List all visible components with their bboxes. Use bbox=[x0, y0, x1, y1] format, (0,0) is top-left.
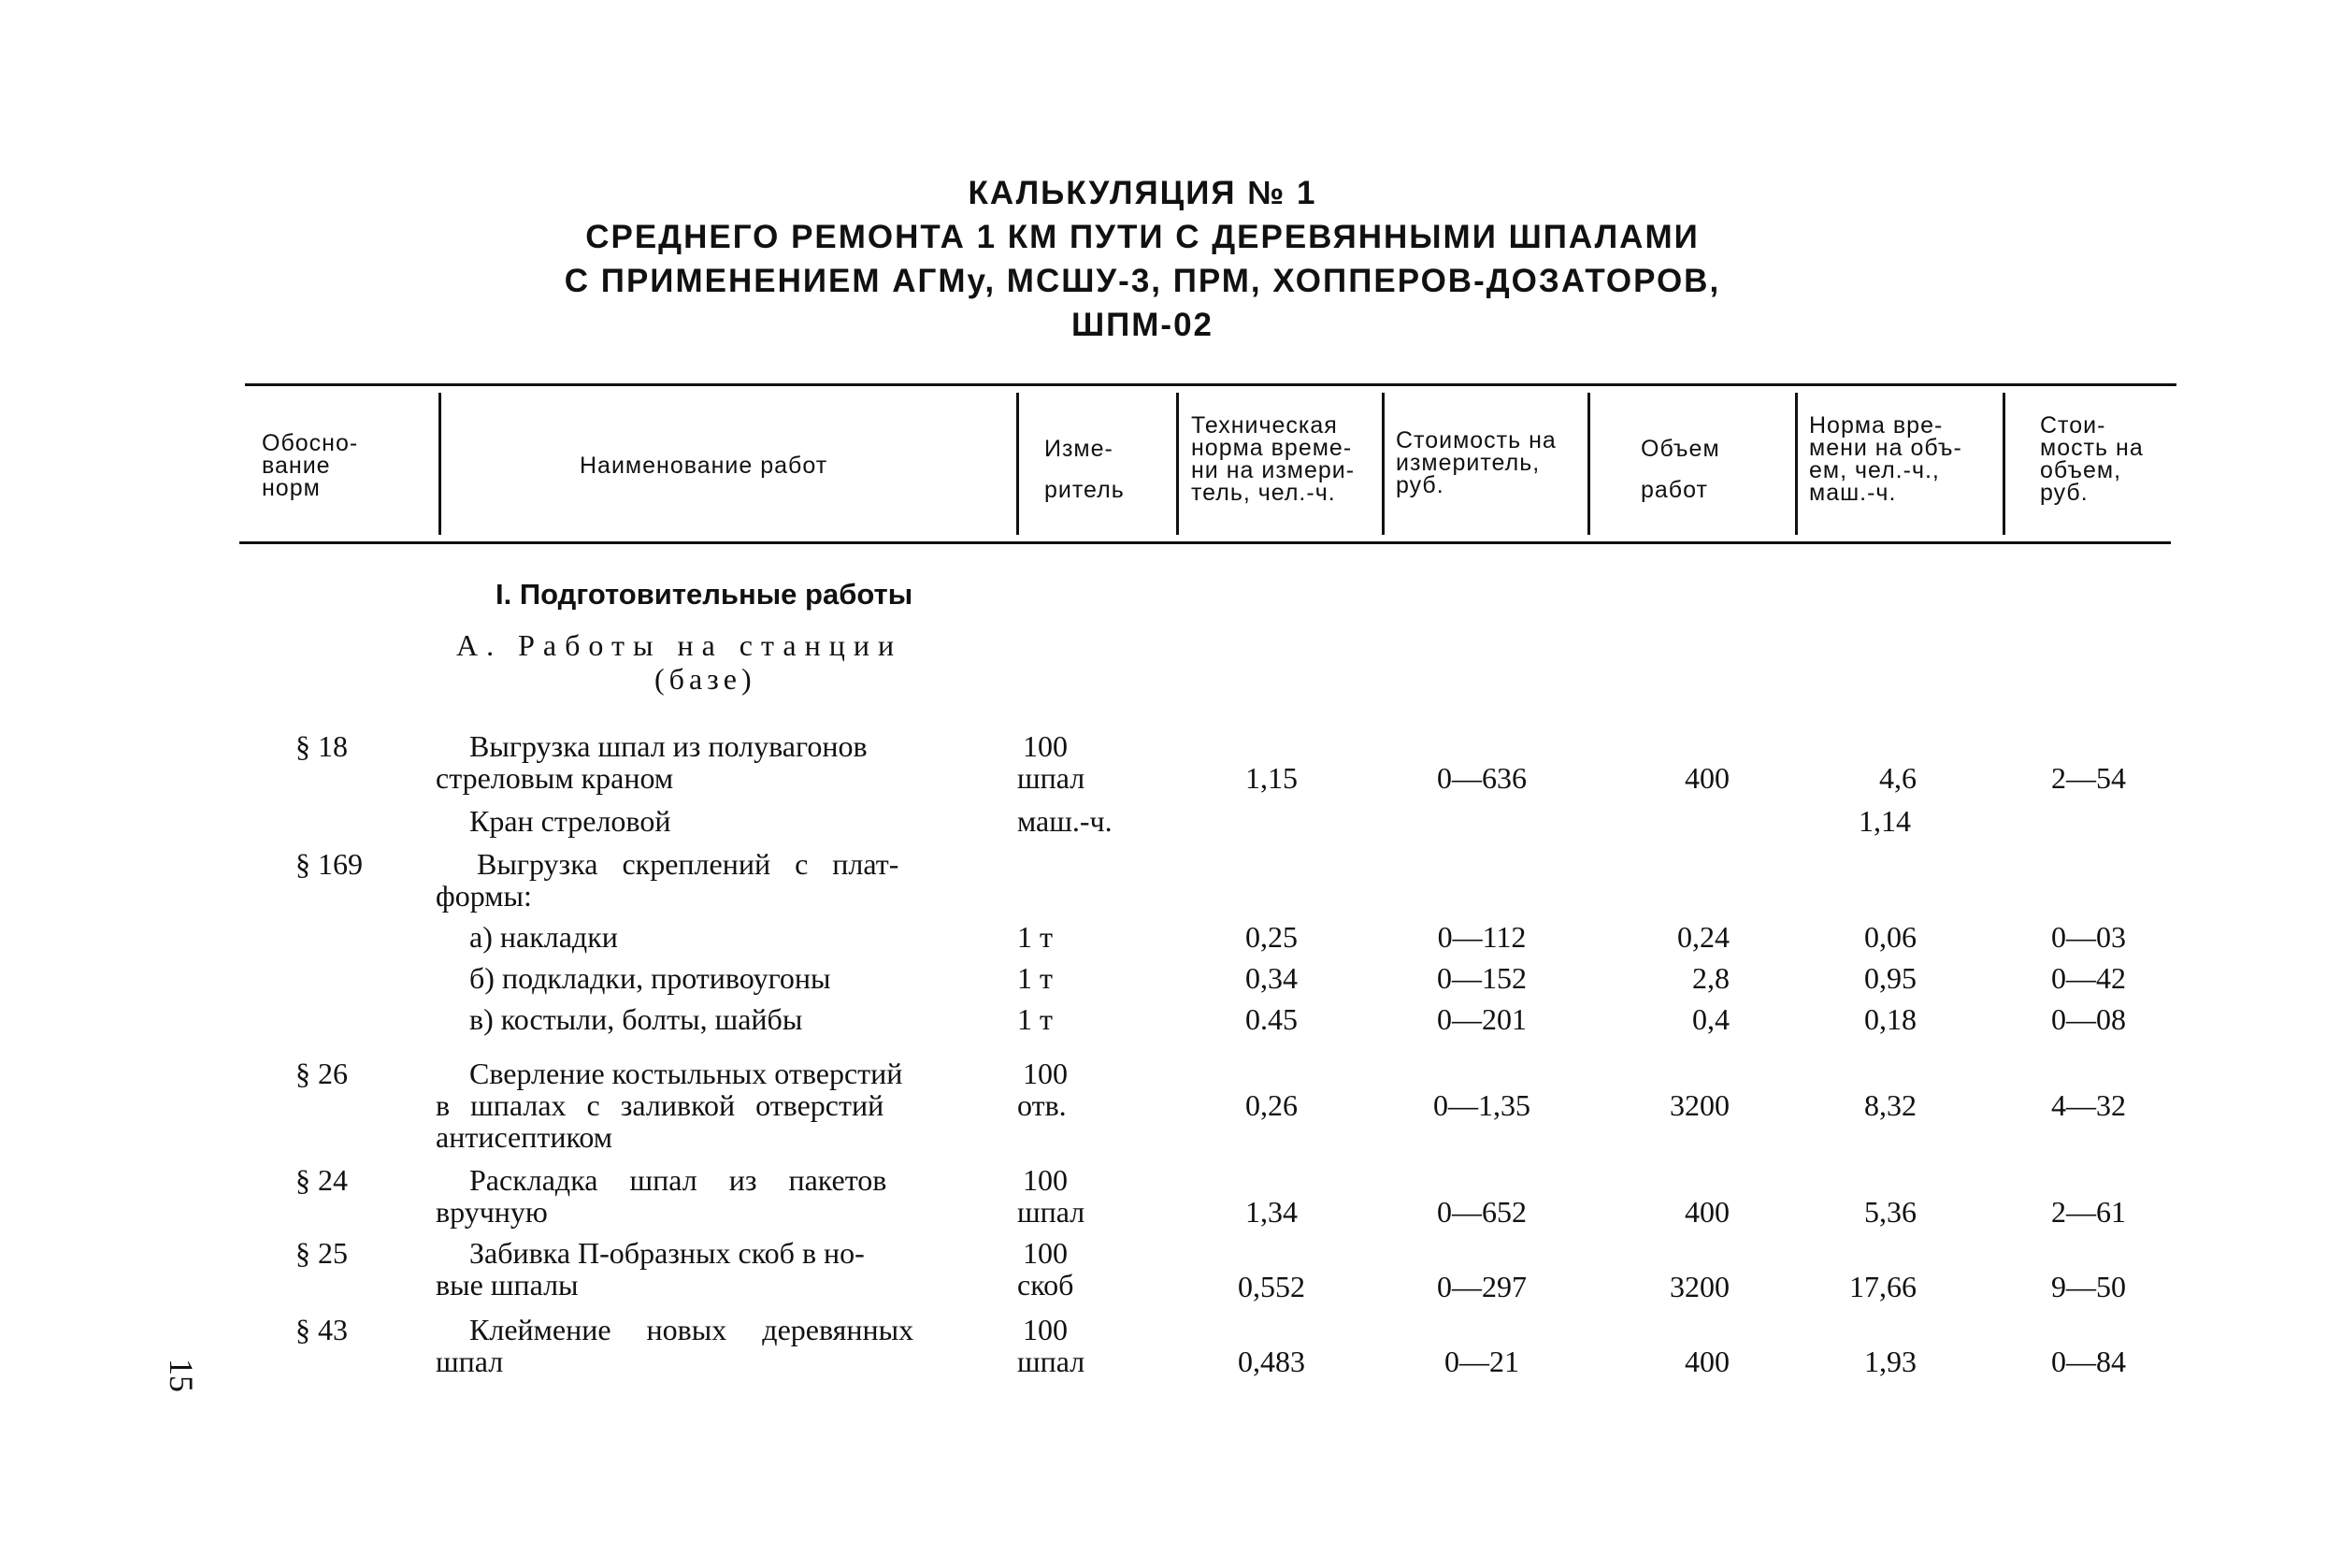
row-name: стреловым краном bbox=[436, 761, 674, 795]
row-unit: 1 т bbox=[1017, 1002, 1053, 1036]
row-name: шпал bbox=[436, 1345, 504, 1378]
row-unit: 1 т bbox=[1017, 961, 1053, 995]
row-unit: 100 bbox=[1023, 1313, 1068, 1346]
row-basis: § 43 bbox=[295, 1313, 348, 1346]
row-unit: шпал bbox=[1017, 1195, 1085, 1229]
row-basis: § 169 bbox=[295, 847, 363, 881]
row-cost-per-volume: 2—61 bbox=[2051, 1195, 2126, 1229]
row-norm-per-volume: 8,32 bbox=[1864, 1088, 1917, 1122]
row-cost-per-volume: 9—50 bbox=[2051, 1270, 2126, 1303]
row-cost-per-unit: 0—21 bbox=[1444, 1345, 1519, 1378]
row-cost-per-volume: 0—08 bbox=[2051, 1002, 2126, 1036]
row-unit: скоб bbox=[1017, 1268, 1074, 1302]
row-basis: § 25 bbox=[295, 1236, 348, 1270]
row-name: Раскладка шпал из пакетов bbox=[469, 1163, 887, 1197]
row-name: а) накладки bbox=[469, 920, 618, 954]
header-norm-per-volume: Норма вре- мени на объ- ем, чел.-ч., маш.-ч. bbox=[1809, 412, 1962, 506]
header-cost-per-unit: Стоимость на измеритель, руб. bbox=[1396, 427, 1557, 498]
row-name: Забивка П-образных скоб в но- bbox=[469, 1236, 865, 1270]
row-unit: отв. bbox=[1017, 1088, 1067, 1122]
row-tech-norm: 1,34 bbox=[1245, 1195, 1298, 1229]
row-cost-per-volume: 2—54 bbox=[2051, 761, 2126, 795]
row-norm-per-volume: 0,06 bbox=[1864, 920, 1917, 954]
table-top-rule bbox=[245, 383, 2176, 386]
row-tech-norm: 0,483 bbox=[1238, 1345, 1305, 1378]
row-tech-norm: 0,26 bbox=[1245, 1088, 1298, 1122]
row-cost-per-volume: 0—03 bbox=[2051, 920, 2126, 954]
row-tech-norm: 1,15 bbox=[1245, 761, 1298, 795]
row-unit: 100 bbox=[1023, 729, 1068, 763]
row-unit: маш.-ч. bbox=[1017, 804, 1113, 838]
row-basis: § 26 bbox=[295, 1057, 348, 1090]
column-divider bbox=[1795, 393, 1798, 535]
document-title-line-4: ШПМ-02 bbox=[1070, 307, 1214, 343]
row-basis: § 18 bbox=[295, 729, 348, 763]
row-name: в шпалах с заливкой отверстий bbox=[436, 1088, 884, 1122]
row-cost-per-unit: 0—652 bbox=[1437, 1195, 1527, 1229]
row-unit: шпал bbox=[1017, 761, 1085, 795]
row-volume: 2,8 bbox=[1692, 961, 1730, 995]
row-cost-per-unit: 0—1,35 bbox=[1433, 1088, 1530, 1122]
row-volume: 400 bbox=[1685, 1195, 1730, 1229]
row-cost-per-unit: 0—112 bbox=[1437, 920, 1527, 954]
row-volume: 0,24 bbox=[1677, 920, 1730, 954]
row-unit: 100 bbox=[1023, 1236, 1068, 1270]
row-tech-norm: 0.45 bbox=[1245, 1002, 1298, 1036]
row-basis: § 24 bbox=[295, 1163, 348, 1197]
column-divider bbox=[2003, 393, 2005, 535]
row-name: б) подкладки, противоугоны bbox=[469, 961, 831, 995]
row-tech-norm: 0,552 bbox=[1238, 1270, 1305, 1303]
section-subtitle: А. Работы на станции bbox=[456, 628, 903, 662]
row-norm-per-volume: 4,6 bbox=[1879, 761, 1917, 795]
row-norm-per-volume: 17,66 bbox=[1849, 1270, 1917, 1303]
section-title: I. Подготовительные работы bbox=[495, 578, 913, 611]
column-divider bbox=[1176, 393, 1179, 535]
row-cost-per-unit: 0—636 bbox=[1437, 761, 1527, 795]
row-cost-per-unit: 0—297 bbox=[1437, 1270, 1527, 1303]
row-name: вые шпалы bbox=[436, 1268, 579, 1302]
row-name: Кран стреловой bbox=[469, 804, 671, 838]
row-name: Выгрузка шпал из полувагонов bbox=[469, 729, 868, 763]
row-name: антисептиком bbox=[436, 1120, 613, 1154]
row-name: формы: bbox=[436, 879, 532, 913]
column-divider bbox=[1382, 393, 1385, 535]
header-basis: Обосно- вание норм bbox=[262, 430, 359, 501]
row-cost-per-unit: 0—152 bbox=[1437, 961, 1527, 995]
row-cost-per-volume: 0—84 bbox=[2051, 1345, 2126, 1378]
header-unit: Изме- ритель bbox=[1044, 436, 1125, 503]
row-unit: шпал bbox=[1017, 1345, 1085, 1378]
header-volume: Объем работ bbox=[1641, 436, 1720, 503]
header-cost-per-volume: Стои- мость на объем, руб. bbox=[2040, 412, 2144, 506]
row-volume: 3200 bbox=[1670, 1270, 1730, 1303]
document-title-line-2: СРЕДНЕГО РЕМОНТА 1 КМ ПУТИ С ДЕРЕВЯННЫМИ ШПАЛАМИ bbox=[585, 219, 1700, 255]
document-title-line-1: КАЛЬКУЛЯЦИЯ № 1 bbox=[968, 175, 1317, 211]
row-norm-per-volume: 1,14 bbox=[1859, 804, 1911, 838]
table-header-bottom-rule bbox=[239, 541, 2171, 544]
row-volume: 400 bbox=[1685, 761, 1730, 795]
column-divider bbox=[1587, 393, 1590, 535]
row-cost-per-unit: 0—201 bbox=[1437, 1002, 1527, 1036]
row-norm-per-volume: 0,95 bbox=[1864, 961, 1917, 995]
row-unit: 100 bbox=[1023, 1163, 1068, 1197]
row-cost-per-volume: 4—32 bbox=[2051, 1088, 2126, 1122]
header-name: Наименование работ bbox=[580, 453, 828, 479]
row-tech-norm: 0,34 bbox=[1245, 961, 1298, 995]
header-tech-norm: Техническая норма време- ни на измери- тель, чел.-ч. bbox=[1191, 412, 1356, 506]
row-norm-per-volume: 1,93 bbox=[1864, 1345, 1917, 1378]
row-unit: 100 bbox=[1023, 1057, 1068, 1090]
row-name: Выгрузка скреплений с плат- bbox=[477, 847, 899, 881]
row-volume: 400 bbox=[1685, 1345, 1730, 1378]
row-norm-per-volume: 0,18 bbox=[1864, 1002, 1917, 1036]
row-unit: 1 т bbox=[1017, 920, 1053, 954]
row-norm-per-volume: 5,36 bbox=[1864, 1195, 1917, 1229]
row-volume: 3200 bbox=[1670, 1088, 1730, 1122]
row-name: Клеймение новых деревянных bbox=[469, 1313, 914, 1346]
document-title-line-3: С ПРИМЕНЕНИЕМ АГМу, МСШУ-3, ПРМ, ХОППЕРОВ-ДОЗАТОРОВ, bbox=[564, 263, 1721, 299]
column-divider bbox=[1016, 393, 1019, 535]
row-name: Сверление костыльных отверстий bbox=[469, 1057, 903, 1090]
row-cost-per-volume: 0—42 bbox=[2051, 961, 2126, 995]
row-tech-norm: 0,25 bbox=[1245, 920, 1298, 954]
row-name: в) костыли, болты, шайбы bbox=[469, 1002, 803, 1036]
row-volume: 0,4 bbox=[1692, 1002, 1730, 1036]
column-divider bbox=[438, 393, 441, 535]
section-subtitle-cont: (базе) bbox=[654, 662, 756, 696]
page-number: 15 bbox=[163, 1359, 200, 1392]
row-name: вручную bbox=[436, 1195, 548, 1229]
